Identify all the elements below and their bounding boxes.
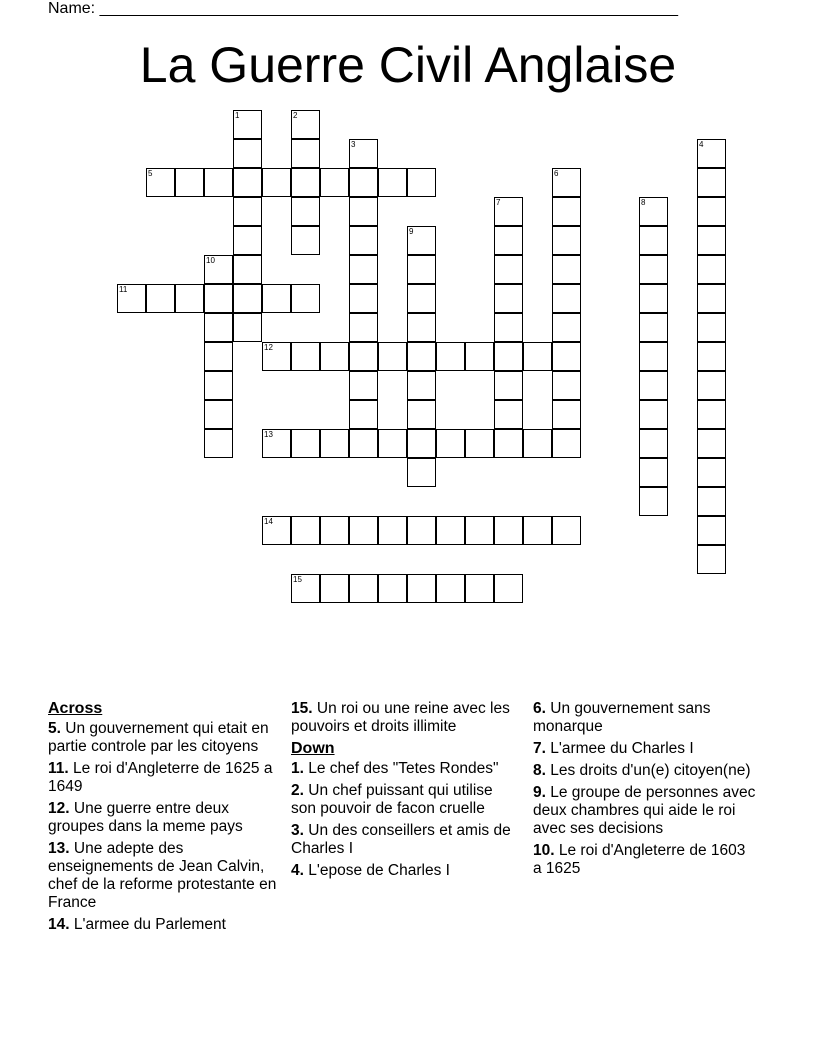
grid-cell[interactable] <box>378 168 407 197</box>
grid-cell[interactable] <box>378 429 407 458</box>
grid-cell[interactable] <box>639 255 668 284</box>
clues-column-2 <box>291 700 521 884</box>
grid-cell[interactable] <box>262 516 291 545</box>
grid-cell[interactable] <box>291 429 320 458</box>
grid-cell[interactable] <box>639 429 668 458</box>
grid-cell[interactable] <box>697 139 726 168</box>
grid-cell[interactable] <box>494 226 523 255</box>
grid-cell[interactable] <box>117 284 146 313</box>
clue-number: 12 <box>264 343 273 352</box>
grid-cell[interactable] <box>552 342 581 371</box>
grid-cell[interactable] <box>407 255 436 284</box>
grid-cell[interactable] <box>639 342 668 371</box>
clue-number: 2 <box>293 111 298 120</box>
clue-down-4: 4. L'epose de Charles I <box>291 862 450 879</box>
grid-cell[interactable] <box>349 371 378 400</box>
clue-number: 3 <box>351 140 356 149</box>
clue-across-13: 13. Une adepte des enseignements de Jean Calvin, chef de la reforme protestante en France <box>48 840 277 911</box>
clue-number: 11 <box>119 285 128 294</box>
grid-cell[interactable] <box>204 371 233 400</box>
grid-cell[interactable] <box>552 313 581 342</box>
grid-cell[interactable] <box>465 429 494 458</box>
grid-cell[interactable] <box>407 400 436 429</box>
grid-cell[interactable] <box>697 429 726 458</box>
grid-cell[interactable] <box>639 197 668 226</box>
grid-cell[interactable] <box>523 516 552 545</box>
grid-cell[interactable] <box>349 574 378 603</box>
grid-cell[interactable] <box>494 429 523 458</box>
grid-cell[interactable] <box>436 516 465 545</box>
grid-cell[interactable] <box>552 371 581 400</box>
grid-cell[interactable] <box>523 342 552 371</box>
grid-cell[interactable] <box>349 226 378 255</box>
grid-cell[interactable] <box>494 313 523 342</box>
grid-cell[interactable] <box>465 516 494 545</box>
grid-cell[interactable] <box>349 400 378 429</box>
grid-cell[interactable] <box>639 487 668 516</box>
grid-cell[interactable] <box>639 371 668 400</box>
grid-cell[interactable] <box>204 168 233 197</box>
clue-number: 5 <box>148 169 153 178</box>
clue-number: 7 <box>496 198 501 207</box>
grid-cell[interactable] <box>552 168 581 197</box>
grid-cell[interactable] <box>697 545 726 574</box>
grid-cell[interactable] <box>233 255 262 284</box>
grid-cell[interactable] <box>349 342 378 371</box>
grid-cell[interactable] <box>494 284 523 313</box>
grid-cell[interactable] <box>204 313 233 342</box>
grid-cell[interactable] <box>552 226 581 255</box>
grid-cell[interactable] <box>697 458 726 487</box>
grid-cell[interactable] <box>175 168 204 197</box>
grid-cell[interactable] <box>175 284 204 313</box>
grid-cell[interactable] <box>494 516 523 545</box>
clue-number: 6 <box>554 169 559 178</box>
grid-cell[interactable] <box>262 429 291 458</box>
grid-cell[interactable] <box>349 284 378 313</box>
grid-cell[interactable] <box>697 168 726 197</box>
clue-across-5: 5. Un gouvernement qui etait en partie controle par les citoyens <box>48 720 269 755</box>
grid-cell[interactable] <box>233 313 262 342</box>
grid-cell[interactable] <box>552 284 581 313</box>
grid-cell[interactable] <box>204 429 233 458</box>
grid-cell[interactable] <box>697 255 726 284</box>
clue-down-2: 2. Un chef puissant qui utilise son pouvoir de facon cruelle <box>291 782 493 817</box>
grid-cell[interactable] <box>233 139 262 168</box>
grid-cell[interactable] <box>436 429 465 458</box>
grid-cell[interactable] <box>262 342 291 371</box>
grid-cell[interactable] <box>320 574 349 603</box>
clue-down-8: 8. Les droits d'un(e) citoyen(ne) <box>533 762 751 779</box>
grid-cell[interactable] <box>639 313 668 342</box>
grid-cell[interactable] <box>494 400 523 429</box>
clue-number: 14 <box>264 517 273 526</box>
grid-cell[interactable] <box>349 255 378 284</box>
grid-cell[interactable] <box>697 284 726 313</box>
grid-cell[interactable] <box>407 313 436 342</box>
grid-cell[interactable] <box>697 516 726 545</box>
grid-cell[interactable] <box>407 226 436 255</box>
grid-cell[interactable] <box>407 371 436 400</box>
grid-cell[interactable] <box>320 342 349 371</box>
clue-number: 8 <box>641 198 646 207</box>
clue-down-9: 9. Le groupe de personnes avec deux chambres qui aide le roi avec ses decisions <box>533 784 756 837</box>
grid-cell[interactable] <box>697 342 726 371</box>
grid-cell[interactable] <box>291 139 320 168</box>
grid-cell[interactable] <box>320 429 349 458</box>
grid-cell[interactable] <box>407 284 436 313</box>
clues-column-3 <box>533 700 758 882</box>
grid-cell[interactable] <box>349 197 378 226</box>
grid-cell[interactable] <box>494 342 523 371</box>
grid-cell[interactable] <box>291 168 320 197</box>
grid-cell[interactable] <box>349 168 378 197</box>
grid-cell[interactable] <box>697 487 726 516</box>
grid-cell[interactable] <box>204 284 233 313</box>
grid-cell[interactable] <box>494 197 523 226</box>
clue-down-7: 7. L'armee du Charles I <box>533 740 694 757</box>
grid-cell[interactable] <box>146 168 175 197</box>
grid-cell[interactable] <box>407 342 436 371</box>
across-heading: Across <box>48 700 103 717</box>
grid-cell[interactable] <box>233 284 262 313</box>
clue-number: 15 <box>293 575 302 584</box>
clue-across-14: 14. L'armee du Parlement <box>48 916 226 933</box>
grid-cell[interactable] <box>349 516 378 545</box>
clue-across-11: 11. Le roi d'Angleterre de 1625 a 1649 <box>48 760 273 795</box>
clue-number: 10 <box>206 256 215 265</box>
grid-cell[interactable] <box>291 574 320 603</box>
clue-number: 9 <box>409 227 414 236</box>
down-heading: Down <box>291 740 335 757</box>
grid-cell[interactable] <box>204 342 233 371</box>
grid-cell[interactable] <box>204 255 233 284</box>
grid-cell[interactable] <box>436 574 465 603</box>
clue-down-3: 3. Un des conseillers et amis de Charles I <box>291 822 511 857</box>
grid-cell[interactable] <box>639 226 668 255</box>
grid-cell[interactable] <box>291 226 320 255</box>
clue-number: 1 <box>235 111 240 120</box>
grid-cell[interactable] <box>262 284 291 313</box>
clue-down-10: 10. Le roi d'Angleterre de 1603 a 1625 <box>533 842 746 877</box>
clues-column-1 <box>48 700 278 938</box>
clue-across-15: 15. Un roi ou une reine avec les pouvoirs et droits illimite <box>291 700 510 735</box>
grid-cell[interactable] <box>552 516 581 545</box>
grid-cell[interactable] <box>233 226 262 255</box>
grid-cell[interactable] <box>465 574 494 603</box>
grid-cell[interactable] <box>320 168 349 197</box>
grid-cell[interactable] <box>407 516 436 545</box>
grid-cell[interactable] <box>233 197 262 226</box>
grid-cell[interactable] <box>291 284 320 313</box>
grid-cell[interactable] <box>349 313 378 342</box>
clue-across-12: 12. Une guerre entre deux groupes dans la meme pays <box>48 800 243 835</box>
grid-cell[interactable] <box>552 429 581 458</box>
grid-cell[interactable] <box>233 110 262 139</box>
grid-cell[interactable] <box>552 255 581 284</box>
grid-cell[interactable] <box>291 110 320 139</box>
grid-cell[interactable] <box>291 197 320 226</box>
page-title: La Guerre Civil Anglaise <box>139 37 677 93</box>
grid-cell[interactable] <box>697 400 726 429</box>
grid-cell[interactable] <box>494 371 523 400</box>
grid-cell[interactable] <box>233 168 262 197</box>
clue-number: 4 <box>699 140 704 149</box>
grid-cell[interactable] <box>407 168 436 197</box>
grid-cell[interactable] <box>291 516 320 545</box>
grid-cell[interactable] <box>697 226 726 255</box>
grid-cell[interactable] <box>494 255 523 284</box>
grid-cell[interactable] <box>697 197 726 226</box>
grid-cell[interactable] <box>349 139 378 168</box>
grid-cell[interactable] <box>262 168 291 197</box>
grid-cell[interactable] <box>349 429 378 458</box>
grid-cell[interactable] <box>291 342 320 371</box>
grid-cell[interactable] <box>523 429 552 458</box>
name-field-label: Name: _________________________________________________________________ <box>48 0 678 17</box>
clue-down-6: 6. Un gouvernement sans monarque <box>533 700 711 735</box>
grid-cell[interactable] <box>378 342 407 371</box>
clue-down-1: 1. Le chef des "Tetes Rondes" <box>291 760 499 777</box>
clue-number: 13 <box>264 430 273 439</box>
grid-cell[interactable] <box>494 574 523 603</box>
grid-cell[interactable] <box>204 400 233 429</box>
grid-cell[interactable] <box>697 371 726 400</box>
grid-cell[interactable] <box>407 429 436 458</box>
grid-cell[interactable] <box>378 574 407 603</box>
grid-cell[interactable] <box>552 197 581 226</box>
grid-cell[interactable] <box>320 516 349 545</box>
grid-cell[interactable] <box>378 516 407 545</box>
grid-cell[interactable] <box>639 284 668 313</box>
grid-cell[interactable] <box>552 400 581 429</box>
grid-cell[interactable] <box>407 574 436 603</box>
grid-cell[interactable] <box>639 400 668 429</box>
grid-cell[interactable] <box>697 313 726 342</box>
grid-cell[interactable] <box>436 342 465 371</box>
grid-cell[interactable] <box>407 458 436 487</box>
grid-cell[interactable] <box>639 458 668 487</box>
grid-cell[interactable] <box>465 342 494 371</box>
grid-cell[interactable] <box>146 284 175 313</box>
